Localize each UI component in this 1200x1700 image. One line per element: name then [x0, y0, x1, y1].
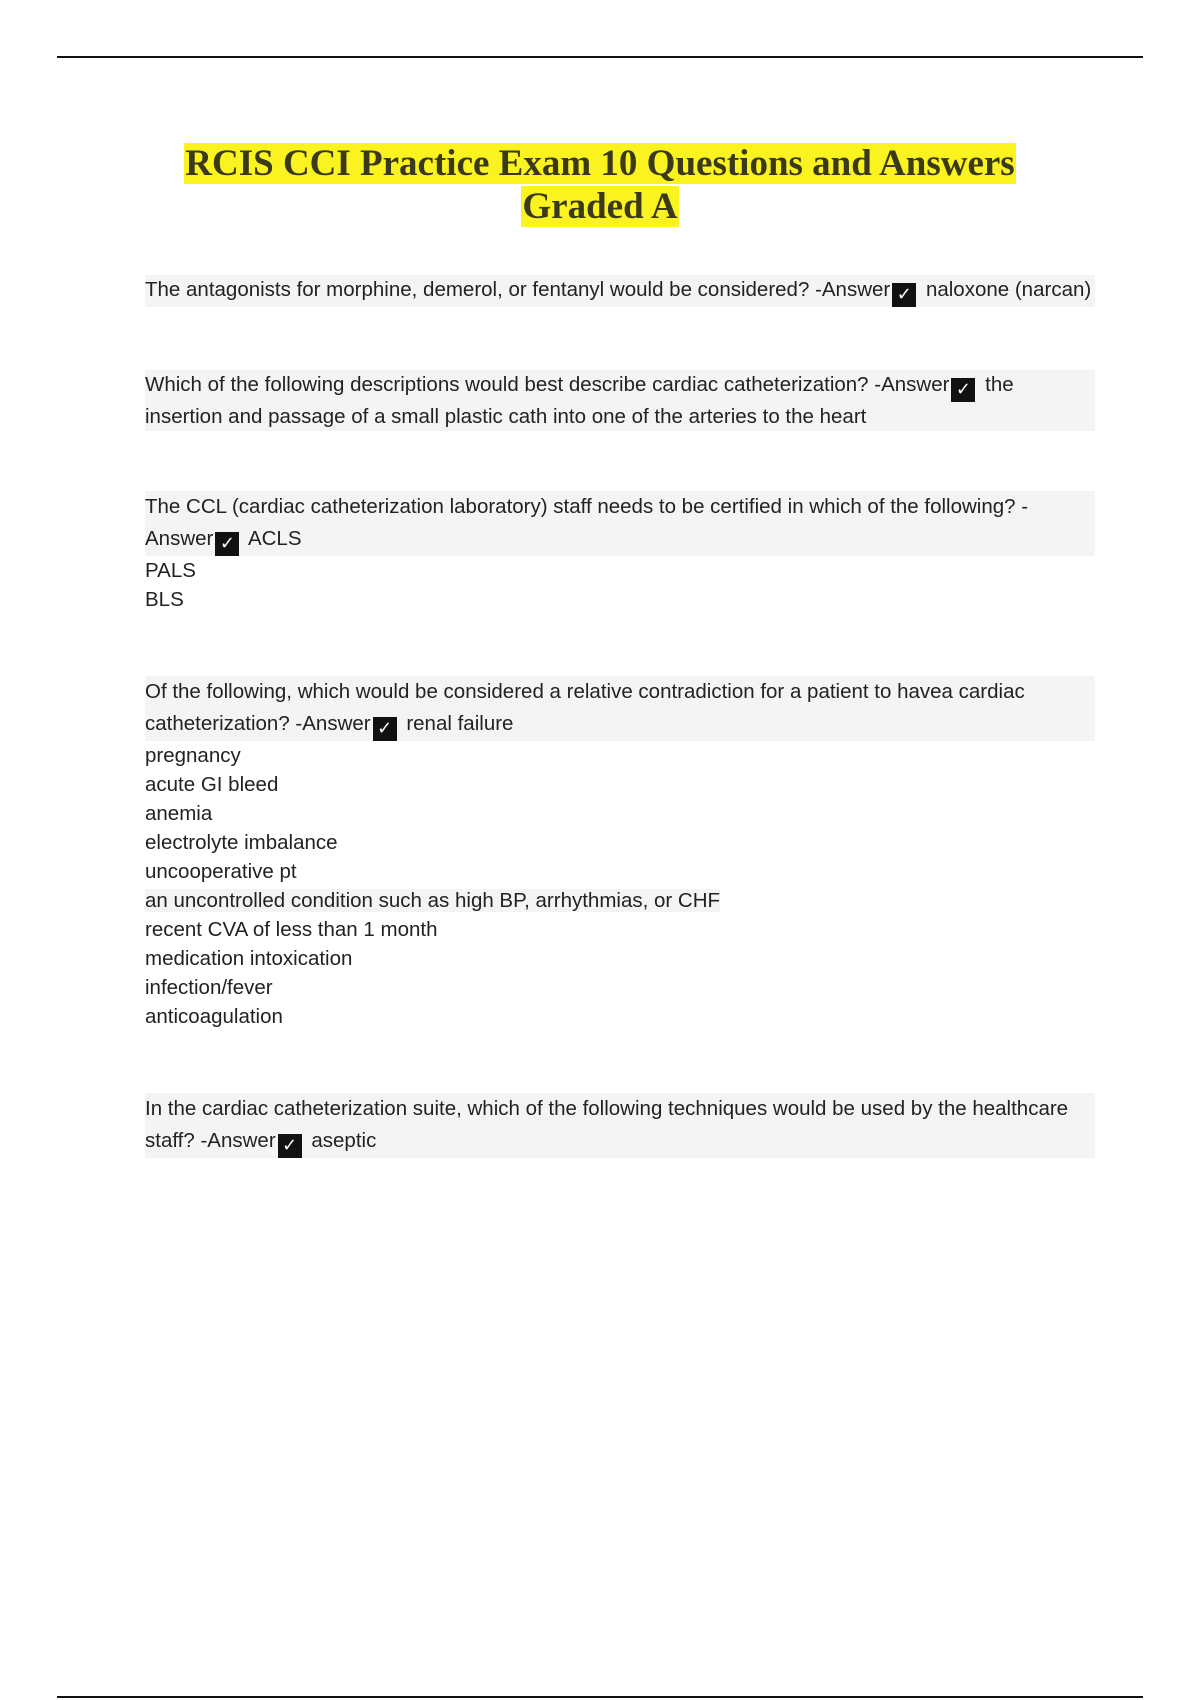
answer-option: medication intoxication — [145, 947, 353, 970]
answer-option-text: an uncontrolled condition such as high BP, arrhythmias, or CHF — [145, 889, 721, 912]
question-list — [145, 275, 1095, 1220]
question-paragraph — [145, 676, 1095, 741]
question-text: Which of the following descriptions would best describe cardiac catheterization? -Answer — [145, 373, 950, 396]
question-text: The CCL (cardiac catheterization laboratory) staff needs to be certified in which of the following? -Answer — [145, 495, 1029, 550]
header-rule — [57, 56, 1143, 58]
question-text: The antagonists for morphine, demerol, or fentanyl would be considered? -Answer — [145, 278, 891, 301]
answer-option: uncooperative pt — [145, 860, 297, 883]
question-item — [145, 370, 1095, 431]
question-paragraph — [145, 370, 1095, 431]
answer-option: infection/fever — [145, 976, 273, 999]
question-text: Of the following, which would be considered a relative contradiction for a patient to havea cardiac catheterization? -Answer — [145, 680, 1025, 735]
question-paragraph — [145, 1093, 1095, 1158]
footer-rule — [57, 1696, 1143, 1698]
answer-option: electrolyte imbalance — [145, 831, 338, 854]
answer-text: ACLS — [247, 527, 302, 550]
answer-text: naloxone (narcan) — [925, 278, 1092, 301]
answer-text: aseptic — [311, 1129, 377, 1152]
answer-option: anticoagulation — [145, 1005, 283, 1028]
question-item — [145, 676, 1095, 1031]
answer-text: the insertion and passage of a small plastic cath into one of the arteries to the heart — [145, 373, 1014, 428]
checkmark-icon: ✓ — [215, 532, 239, 556]
answer-option — [145, 886, 1095, 915]
question-text: In the cardiac catheterization suite, which of the following techniques would be used by the healthcare staff? -Answer — [145, 1097, 1069, 1152]
checkmark-icon: ✓ — [278, 1134, 302, 1158]
checkmark-icon: ✓ — [373, 717, 397, 741]
title-line-1: RCIS CCI Practice Exam 10 Questions and Answers — [185, 143, 1015, 184]
checkmark-icon: ✓ — [951, 378, 975, 402]
answer-option: BLS — [145, 588, 184, 611]
answer-text: renal failure — [406, 712, 514, 735]
question-item — [145, 491, 1095, 614]
title-line-2: Graded A — [522, 186, 678, 227]
answer-option: anemia — [145, 802, 213, 825]
answer-option: acute GI bleed — [145, 773, 279, 796]
question-item — [145, 275, 1095, 307]
answer-option: PALS — [145, 559, 196, 582]
question-paragraph — [145, 275, 1095, 307]
answer-option: pregnancy — [145, 744, 241, 767]
checkmark-icon: ✓ — [892, 283, 916, 307]
document-title — [0, 142, 1200, 228]
question-item — [145, 1093, 1095, 1158]
question-paragraph — [145, 491, 1095, 556]
answer-option: recent CVA of less than 1 month — [145, 918, 438, 941]
